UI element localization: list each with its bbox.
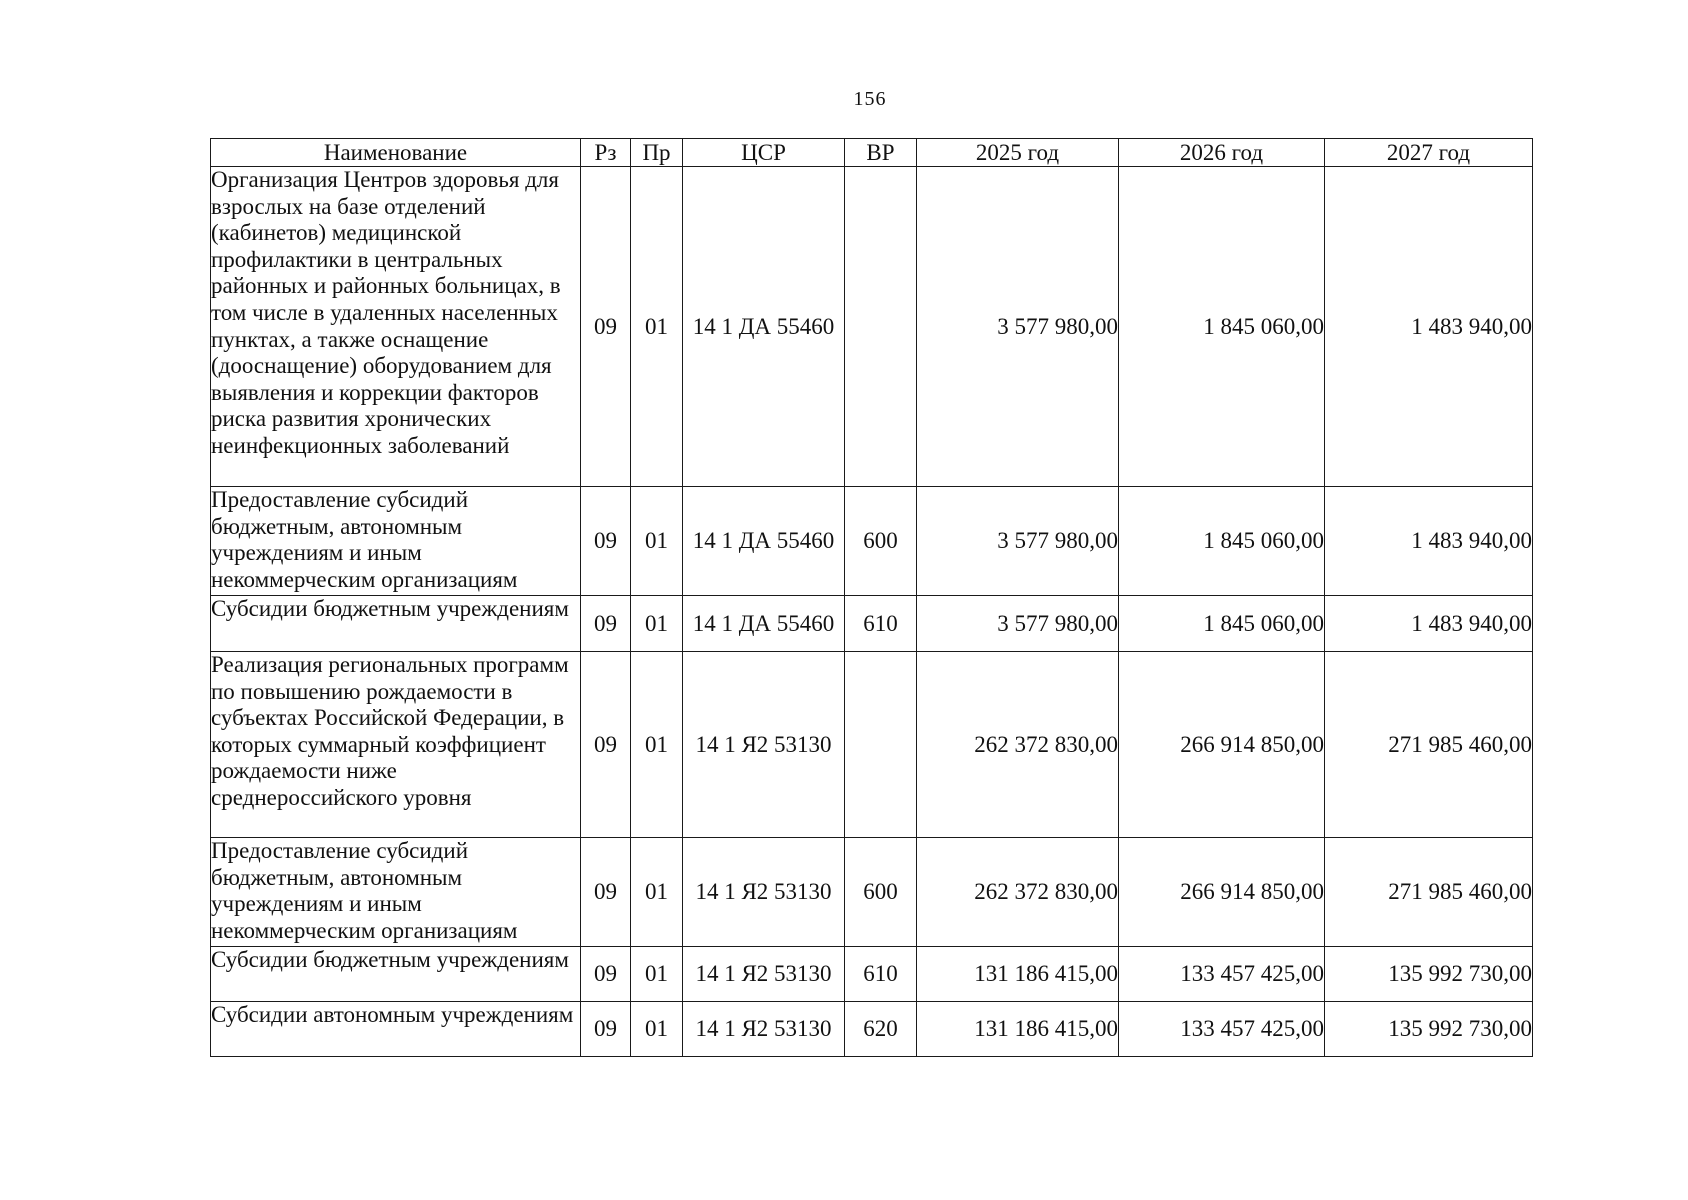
row-2027: 271 985 460,00 bbox=[1325, 652, 1533, 838]
row-pr: 01 bbox=[631, 167, 683, 487]
row-rz: 09 bbox=[581, 1002, 631, 1057]
header-name: Наименование bbox=[211, 139, 581, 167]
row-2026: 266 914 850,00 bbox=[1119, 652, 1325, 838]
budget-table bbox=[210, 138, 1533, 1057]
table-body bbox=[211, 167, 1533, 1057]
row-name: Субсидии бюджетным учреждениям bbox=[211, 947, 581, 1002]
row-vr: 620 bbox=[845, 1002, 917, 1057]
row-2025: 262 372 830,00 bbox=[917, 838, 1119, 947]
row-rz: 09 bbox=[581, 487, 631, 596]
header-rz: Рз bbox=[581, 139, 631, 167]
row-2027: 135 992 730,00 bbox=[1325, 947, 1533, 1002]
table-row bbox=[211, 652, 1533, 838]
row-csr: 14 1 Я2 53130 bbox=[683, 1002, 845, 1057]
row-rz: 09 bbox=[581, 652, 631, 838]
row-2026: 1 845 060,00 bbox=[1119, 167, 1325, 487]
row-name: Субсидии автономным учреждениям bbox=[211, 1002, 581, 1057]
row-name: Реализация региональных программ по повышению рождаемости в субъектах Российской Федерации, в которых суммарный коэффициент рождаемости ниже среднероссийского уровня bbox=[211, 652, 581, 838]
row-2026: 1 845 060,00 bbox=[1119, 487, 1325, 596]
header-2027: 2027 год bbox=[1325, 139, 1533, 167]
row-pr: 01 bbox=[631, 1002, 683, 1057]
row-2025: 131 186 415,00 bbox=[917, 947, 1119, 1002]
row-rz: 09 bbox=[581, 596, 631, 652]
row-vr: 610 bbox=[845, 947, 917, 1002]
row-name: Субсидии бюджетным учреждениям bbox=[211, 596, 581, 652]
row-csr: 14 1 ДА 55460 bbox=[683, 487, 845, 596]
row-2027: 1 483 940,00 bbox=[1325, 487, 1533, 596]
row-2025: 3 577 980,00 bbox=[917, 167, 1119, 487]
row-vr bbox=[845, 167, 917, 487]
row-vr: 600 bbox=[845, 838, 917, 947]
row-pr: 01 bbox=[631, 487, 683, 596]
row-pr: 01 bbox=[631, 838, 683, 947]
row-rz: 09 bbox=[581, 838, 631, 947]
table-row bbox=[211, 167, 1533, 487]
header-vr: ВР bbox=[845, 139, 917, 167]
row-2027: 135 992 730,00 bbox=[1325, 1002, 1533, 1057]
header-2026: 2026 год bbox=[1119, 139, 1325, 167]
row-csr: 14 1 Я2 53130 bbox=[683, 947, 845, 1002]
row-rz: 09 bbox=[581, 947, 631, 1002]
row-2025: 3 577 980,00 bbox=[917, 487, 1119, 596]
table-row bbox=[211, 838, 1533, 947]
row-2026: 133 457 425,00 bbox=[1119, 1002, 1325, 1057]
row-name: Предоставление субсидий бюджетным, автономным учреждениям и иным некоммерческим организациям bbox=[211, 487, 581, 596]
row-pr: 01 bbox=[631, 947, 683, 1002]
row-2026: 133 457 425,00 bbox=[1119, 947, 1325, 1002]
table-row bbox=[211, 947, 1533, 1002]
row-2027: 1 483 940,00 bbox=[1325, 596, 1533, 652]
row-name: Предоставление субсидий бюджетным, автономным учреждениям и иным некоммерческим организациям bbox=[211, 838, 581, 947]
row-vr: 600 bbox=[845, 487, 917, 596]
header-pr: Пр bbox=[631, 139, 683, 167]
row-pr: 01 bbox=[631, 652, 683, 838]
row-2026: 1 845 060,00 bbox=[1119, 596, 1325, 652]
row-2027: 271 985 460,00 bbox=[1325, 838, 1533, 947]
table-row bbox=[211, 596, 1533, 652]
page-number: 156 bbox=[853, 88, 887, 110]
header-row bbox=[211, 139, 1533, 167]
row-2025: 262 372 830,00 bbox=[917, 652, 1119, 838]
row-2027: 1 483 940,00 bbox=[1325, 167, 1533, 487]
table-row bbox=[211, 1002, 1533, 1057]
header-2025: 2025 год bbox=[917, 139, 1119, 167]
row-2025: 3 577 980,00 bbox=[917, 596, 1119, 652]
row-csr: 14 1 Я2 53130 bbox=[683, 838, 845, 947]
row-csr: 14 1 Я2 53130 bbox=[683, 652, 845, 838]
table-row bbox=[211, 487, 1533, 596]
header-csr: ЦСР bbox=[683, 139, 845, 167]
row-csr: 14 1 ДА 55460 bbox=[683, 167, 845, 487]
row-2025: 131 186 415,00 bbox=[917, 1002, 1119, 1057]
row-name: Организация Центров здоровья для взрослых на базе отделений (кабинетов) медицинской профилактики в центральных районных и районных больницах, в том числе в удаленных населенных пунктах, а также оснащение (дооснащение) оборудованием для выявления и коррекции факторов риска развития хронических неинфекционных заболеваний bbox=[211, 167, 581, 487]
row-vr bbox=[845, 652, 917, 838]
row-csr: 14 1 ДА 55460 bbox=[683, 596, 845, 652]
row-vr: 610 bbox=[845, 596, 917, 652]
row-rz: 09 bbox=[581, 167, 631, 487]
table-header bbox=[211, 139, 1533, 167]
row-2026: 266 914 850,00 bbox=[1119, 838, 1325, 947]
row-pr: 01 bbox=[631, 596, 683, 652]
